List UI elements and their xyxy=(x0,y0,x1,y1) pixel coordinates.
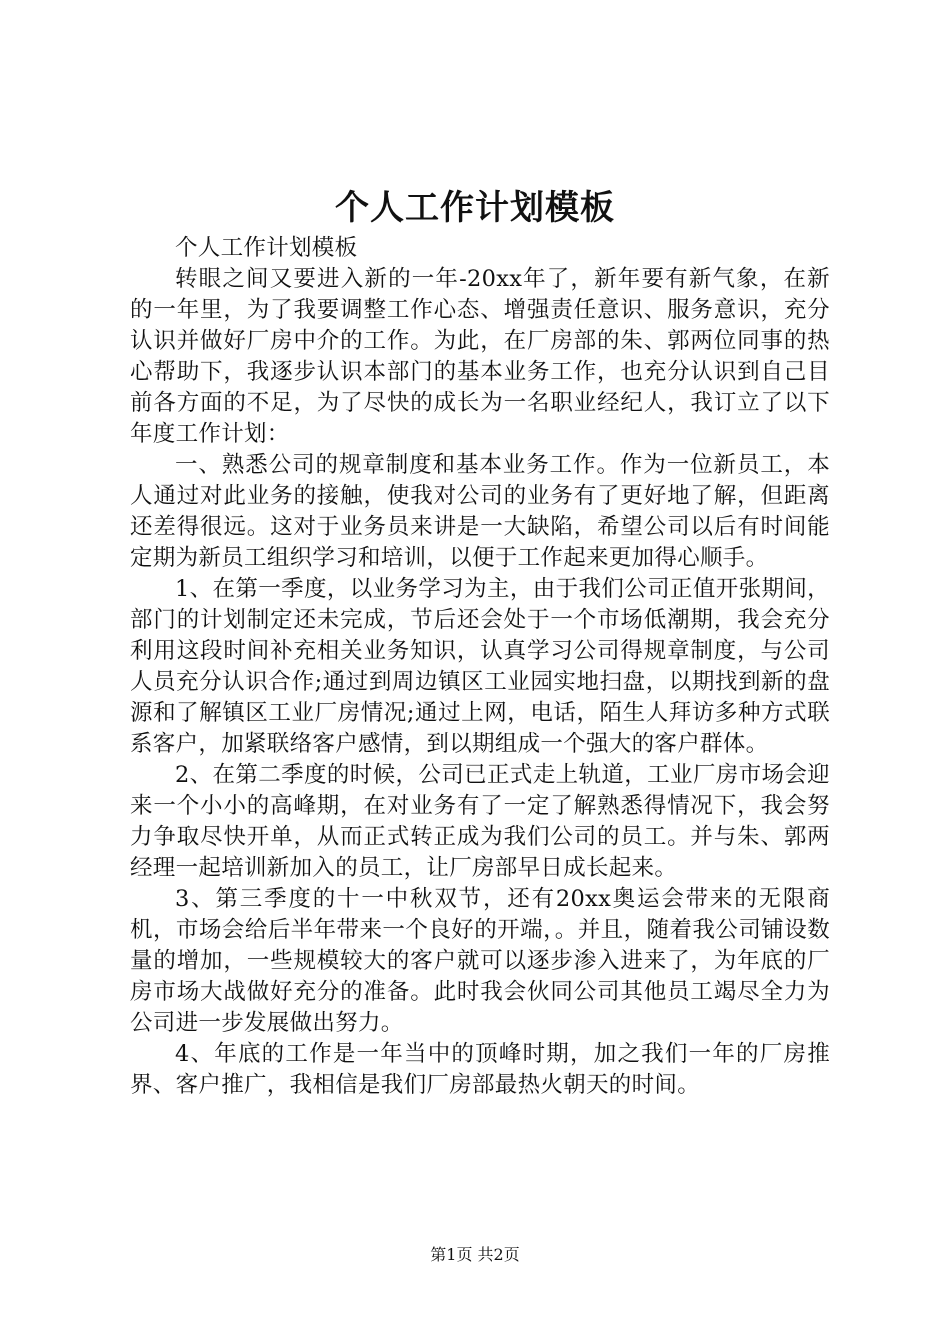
document-title: 个人工作计划模板 xyxy=(335,188,615,228)
page-footer: 第1页 共2页 xyxy=(430,1245,520,1264)
paragraph-intro: 转眼之间又要进入新的一年-20xx年了，新年要有新气象，在新的一年里，为了我要调整工作心态、增强责任意识、服务意识，充分认识并做好厂房中介的工作。为此，在厂房部的朱、郭两位同事的热心帮助下，我逐步认识本部门的基本业务工作，也充分认识到自己目前各方面的不足，为了尽快的成长为一名职业经纪人，我订立了以下年度工作计划： xyxy=(130,266,830,447)
paragraph-quarter-two: 2、在第二季度的时候，公司已正式走上轨道，工业厂房市场会迎来一个小小的高峰期，在对业务有了一定了解熟悉得情况下，我会努力争取尽快开单，从而正式转正成为我们公司的员工。并与朱、郭两经理一起培训新加入的员工，让厂房部早日成长起来。 xyxy=(130,762,830,881)
paragraph-section-one: 一、熟悉公司的规章制度和基本业务工作。作为一位新员工，本人通过对此业务的接触，使我对公司的业务有了更好地了解，但距离还差得很远。这对于业务员来讲是一大缺陷，希望公司以后有时间能定期为新员工组织学习和培训，以便于工作起来更加得心顺手。 xyxy=(130,452,830,571)
paragraph-year-end: 4、年底的工作是一年当中的顶峰时期，加之我们一年的厂房推界、客户推广，我相信是我们厂房部最热火朝天的时间。 xyxy=(130,1041,830,1098)
paragraph-quarter-three: 3、第三季度的十一中秋双节，还有20xx奥运会带来的无限商机，市场会给后半年带来一个良好的开端，。并且，随着我公司铺设数量的增加，一些规模较大的客户就可以逐步渗入进来了，为年底的厂房市场大战做好充分的准备。此时我会伙同公司其他员工竭尽全力为公司进一步发展做出努力。 xyxy=(130,886,830,1036)
paragraph-subtitle: 个人工作计划模板 xyxy=(175,235,358,261)
document-body xyxy=(130,233,830,1101)
paragraph-quarter-one: 1、在第一季度，以业务学习为主，由于我们公司正值开张期间，部门的计划制定还未完成，节后还会处于一个市场低潮期，我会充分利用这段时间补充相关业务知识，认真学习公司得规章制度，与公司人员充分认识合作;通过到周边镇区工业园实地扫盘，以期找到新的盘源和了解镇区工业厂房情况;通过上网，电话，陌生人拜访多种方式联系客户，加紧联络客户感情，到以期组成一个强大的客户群体。 xyxy=(130,576,830,757)
